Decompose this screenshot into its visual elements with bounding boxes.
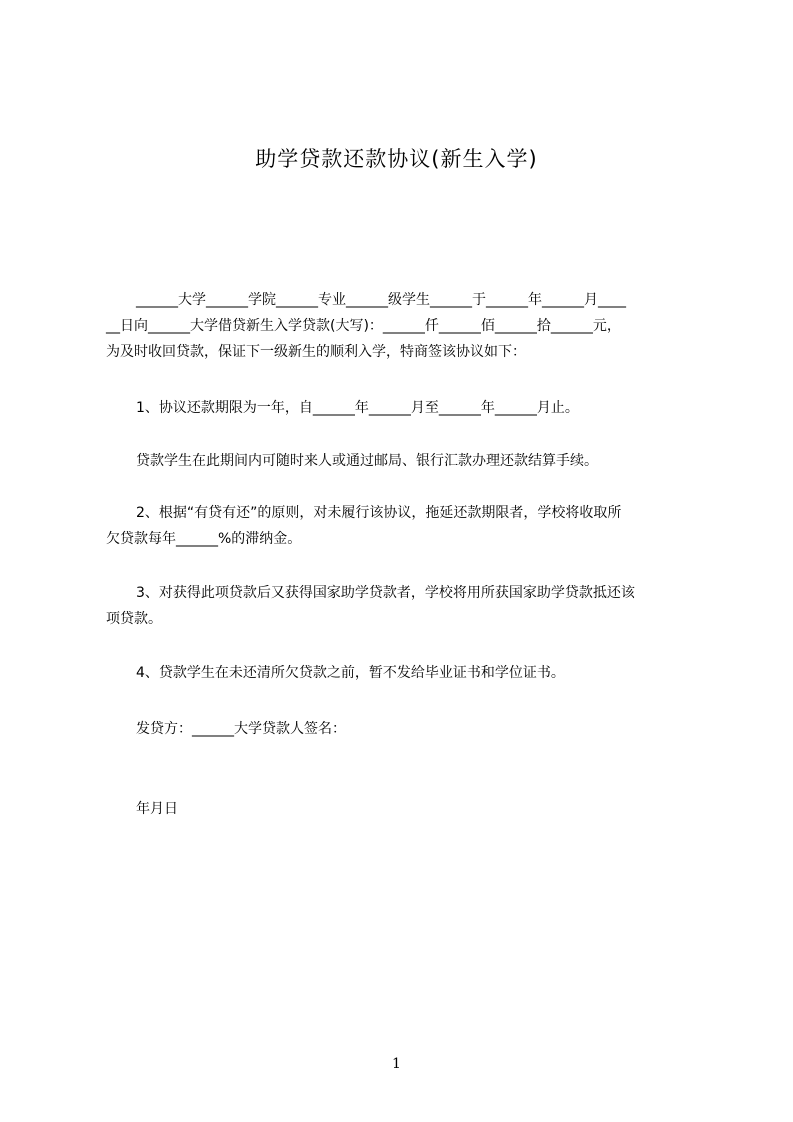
clause-2-line-2: 欠贷款每年______%的滞纳金。 — [106, 531, 302, 547]
clause-4-text: 4、贷款学生在未还清所欠贷款之前，暂不发给毕业证书和学位证书。 — [136, 665, 565, 681]
clause-1-text: 1、协议还款期限为一年，自______年______月至______年______月止。 — [136, 400, 579, 416]
clause-2 — [106, 500, 696, 552]
intro-paragraph — [106, 287, 696, 365]
clause-2-line-1: 2、根据“有贷有还”的原则，对未履行该协议，拖延还款期限者，学校将收取所 — [136, 505, 622, 521]
clause-3-line-1: 3、对获得此项贷款后又获得国家助学贷款者，学校将用所获国家助学贷款抵还该 — [136, 585, 635, 601]
date-text: 年月日 — [136, 801, 178, 817]
clause-4 — [106, 660, 696, 686]
signature-text: 发贷方：______大学贷款人签名： — [136, 721, 346, 737]
clause-3 — [106, 580, 696, 632]
document-title: 助学贷款还款协议(新生入学) — [255, 147, 538, 171]
intro-line-3: 为及时收回贷款，保证下一级新生的顺利入学，特商签该协议如下： — [106, 344, 526, 360]
signature-line — [106, 716, 696, 742]
clause-1 — [106, 395, 696, 421]
page-number: 1 — [392, 1056, 401, 1072]
clause-1-note — [106, 448, 696, 474]
clause-1-note-text: 贷款学生在此期间内可随时来人或通过邮局、银行汇款办理还款结算手续。 — [136, 453, 598, 469]
clause-3-line-2: 项贷款。 — [106, 611, 162, 627]
date-line — [106, 796, 696, 822]
intro-line-2: __日向______大学借贷新生入学贷款(大写)：______仟______佰______拾______元， — [106, 318, 621, 334]
intro-line-1: ______大学______学院______专业______级学生______于______年______月____ — [136, 292, 626, 308]
